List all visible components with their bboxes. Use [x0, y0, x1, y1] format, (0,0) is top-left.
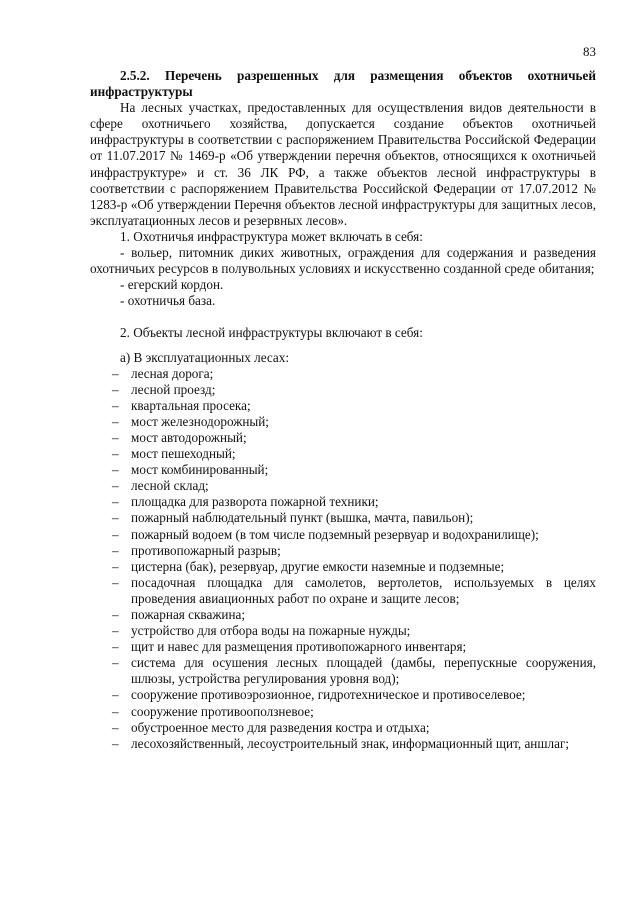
- dash-bullet: –: [112, 703, 119, 719]
- dash-bullet: –: [112, 558, 119, 574]
- list-item-text: мост железнодорожный;: [131, 413, 269, 429]
- list-item: [112, 639, 596, 655]
- list-item-text: пожарный водоем (в том числе подземный резервуар и водохранилище);: [131, 526, 539, 542]
- list-item-text: пожарная скважина;: [131, 607, 246, 622]
- page-number: 83: [583, 44, 596, 59]
- dash-bullet: –: [112, 655, 119, 671]
- forest-subtitle: а) В эксплуатационных лесах:: [120, 349, 290, 365]
- hunting-item: - егерский кордон.: [120, 277, 224, 293]
- list-item: [112, 655, 596, 687]
- list-item: [112, 527, 596, 543]
- dash-bullet: –: [112, 574, 119, 590]
- dash-bullet: –: [112, 687, 119, 703]
- list-item: [112, 720, 596, 736]
- dash-bullet: –: [112, 429, 119, 445]
- dash-bullet: –: [112, 639, 119, 655]
- list-item-text: посадочная площадка для самолетов, вертолетов, используемых в целях проведения авиационных работ по охране и защите лесов;: [131, 574, 596, 606]
- forest-infrastructure-list: [90, 366, 596, 752]
- forest-infrastructure-title: 2. Объекты лесной инфраструктуры включают в себя:: [120, 325, 423, 341]
- dash-bullet: –: [112, 397, 119, 413]
- hunting-item: - вольер, питомник диких животных, ограждения для содержания и разведения охотничьих ресурсов в полувольных условиях и искусственно созданной среде обитания;: [90, 245, 596, 277]
- hunting-infrastructure-title: 1. Охотничья инфраструктура может включать в себя:: [120, 228, 423, 244]
- list-item: [112, 575, 596, 607]
- list-item: [112, 623, 596, 639]
- list-item: [112, 687, 596, 703]
- list-item-text: цистерна (бак), резервуар, другие емкости наземные и подземные;: [131, 558, 505, 574]
- list-item-text: щит и навес для размещения противопожарного инвентаря;: [131, 639, 467, 655]
- document-content: [90, 68, 596, 752]
- list-item: [112, 478, 596, 494]
- dash-bullet: –: [112, 623, 119, 639]
- list-item: [112, 398, 596, 414]
- list-item: [112, 494, 596, 510]
- list-item-text: сооружение противоэрозионное, гидротехническое и противоселевое;: [131, 687, 526, 703]
- list-item-text: лесохозяйственный, лесоустроительный знак, информационный щит, аншлаг;: [131, 735, 570, 751]
- list-item: [112, 446, 596, 462]
- dash-bullet: –: [112, 542, 119, 558]
- list-item-text: мост пешеходный;: [131, 446, 236, 462]
- list-item-text: лесной склад;: [131, 478, 209, 494]
- dash-bullet: –: [112, 510, 119, 526]
- list-item-text: мост автодорожный;: [131, 429, 247, 445]
- list-item: [112, 736, 596, 752]
- dash-bullet: –: [112, 478, 119, 494]
- list-item-text: сооружение противооползневое;: [131, 703, 314, 719]
- list-item: [112, 607, 596, 623]
- list-item-text: пожарный наблюдательный пункт (вышка, мачта, павильон);: [131, 510, 474, 526]
- spacer: [90, 309, 596, 325]
- list-item-text: мост комбинированный;: [131, 462, 269, 478]
- list-item-text: система для осушения лесных площадей (дамбы, перепускные сооружения, шлюзы, устройства регулирования уровня вод);: [131, 655, 596, 687]
- spacer: [90, 342, 596, 350]
- list-item: [112, 543, 596, 559]
- dash-bullet: –: [112, 526, 119, 542]
- list-item-text: лесная дорога;: [131, 365, 214, 381]
- list-item: [112, 704, 596, 720]
- dash-bullet: –: [112, 413, 119, 429]
- dash-bullet: –: [112, 607, 119, 622]
- list-item-text: обустроенное место для разведения костра и отдыха;: [131, 719, 430, 735]
- list-item: [112, 430, 596, 446]
- hunting-item: - охотничья база.: [120, 293, 216, 309]
- dash-bullet: –: [112, 719, 119, 735]
- list-item-text: квартальная просека;: [131, 397, 251, 413]
- intro-paragraph: На лесных участках, предоставленных для осуществления видов деятельности в сфере охотничьего хозяйства, допускается создание объектов охотничьей инфраструктуры в соответствии с распоряжением Правительства Российской Федерации от 11.07.2017 № 1469-р «Об утверждении перечня объектов, относящихся к охотничьей инфраструктуре» и ст. 36 ЛК РФ, а также объектов лесной инфраструктуры в соответствии с распоряжением Правительства Российской Федерации от 17.07.2012 № 1283-р «Об утверждении Перечня объектов лесной инфраструктуры для защитных лесов, эксплуатационных лесов и резервных лесов».: [90, 100, 596, 228]
- list-item: [112, 510, 596, 526]
- section-heading: 2.5.2. Перечень разрешенных для размещения объектов охотничьей инфраструктуры: [90, 68, 596, 100]
- list-item-text: устройство для отбора воды на пожарные нужды;: [131, 623, 411, 639]
- dash-bullet: –: [112, 735, 119, 751]
- list-item: [112, 414, 596, 430]
- list-item-text: лесной проезд;: [131, 381, 216, 397]
- dash-bullet: –: [112, 494, 119, 510]
- list-item: [112, 366, 596, 382]
- dash-bullet: –: [112, 462, 119, 478]
- list-item-text: площадка для разворота пожарной техники;: [131, 494, 379, 510]
- list-item: [112, 559, 596, 575]
- list-item: [112, 462, 596, 478]
- list-item-text: противопожарный разрыв;: [131, 542, 281, 558]
- dash-bullet: –: [112, 446, 119, 462]
- list-item: [112, 382, 596, 398]
- dash-bullet: –: [112, 381, 119, 397]
- dash-bullet: –: [112, 365, 119, 381]
